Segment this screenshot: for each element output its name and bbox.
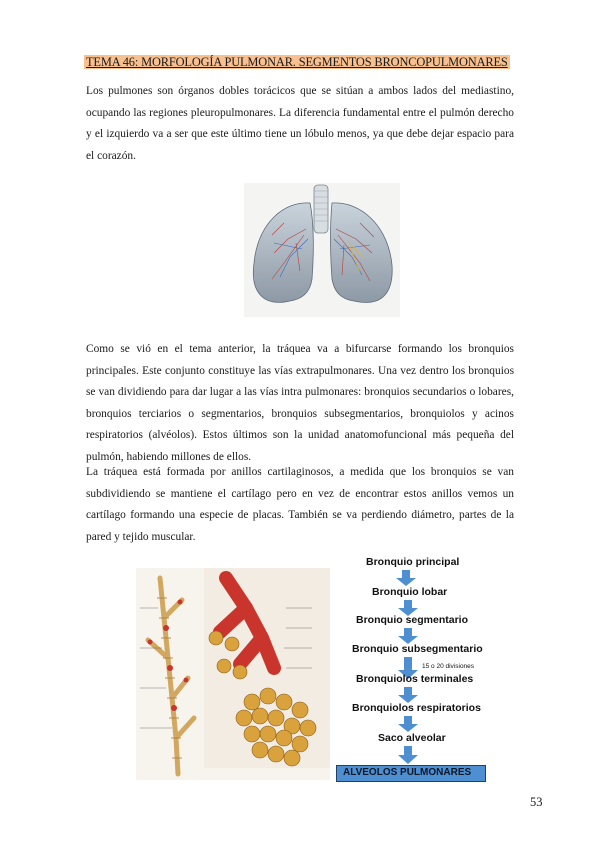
page-number: 53 <box>530 795 543 809</box>
lung-illustration <box>244 183 400 317</box>
flow-arrow-6 <box>398 716 418 732</box>
bronchial-division-chart <box>336 556 506 784</box>
final-result-box <box>336 765 486 782</box>
divisions-note: 15 o 20 divisiones <box>422 663 475 670</box>
paragraph-intro: Los pulmones son órganos dobles torácicos que se sitúan a ambos lados del mediastino, ocupando las regiones pleuropulmonares. La diferencia fundamental entre el pulmón derecho y el izquierdo va a ser que este último tiene un lóbulo menos, ya que debe dejar espacio para el corazón. <box>86 85 514 162</box>
flow-arrow-7 <box>398 746 418 764</box>
flow-arrow-3 <box>398 628 418 644</box>
flow-step-1: Bronquio principal <box>366 556 460 568</box>
flow-step-7: Saco alveolar <box>378 732 446 744</box>
flow-step-5: Bronquiolos terminales <box>356 673 474 685</box>
flow-arrow-5 <box>398 687 418 703</box>
airway-illustration <box>136 568 330 780</box>
final-result-label: ALVEOLOS PULMONARES <box>343 767 472 778</box>
flow-step-4: Bronquio subsegmentario <box>352 643 483 655</box>
page-title: TEMA 46: MORFOLOGÍA PULMONAR. SEGMENTOS BRONCOPULMONARES <box>86 55 508 69</box>
flow-step-2: Bronquio lobar <box>372 586 448 598</box>
flow-step-3: Bronquio segmentario <box>356 614 469 626</box>
paragraph-bronchi: Como se vió en el tema anterior, la tráquea va a bifurcarse formando los bronquios principales. Este conjunto constituye las vías extrapulmonares. Una vez dentro los bronquios se van dividiendo para dar lugar a las vías intra pulmonares: bronquios secundarios o lobares, bronquios terciarios o segmentarios, bronquios subsegmentarios, bronquiolos y acinos respiratorios (alvéolos). Estos últimos son la unidad anatomofuncional más pequeña del pulmón, habiendo millones de ellos. <box>86 343 514 463</box>
paragraph-trachea: La tráquea está formada por anillos cartilaginosos, a medida que los bronquios se van subdividiendo se mantiene el cartílago pero en vez de encontrar estos anillos vemos un cartílago formando una especie de placas. También se va perdiendo diámetro, partes de la pared y tejido muscular. <box>86 466 514 543</box>
flow-arrow-1 <box>396 570 416 586</box>
flow-step-6: Bronquiolos respiratorios <box>352 702 481 714</box>
